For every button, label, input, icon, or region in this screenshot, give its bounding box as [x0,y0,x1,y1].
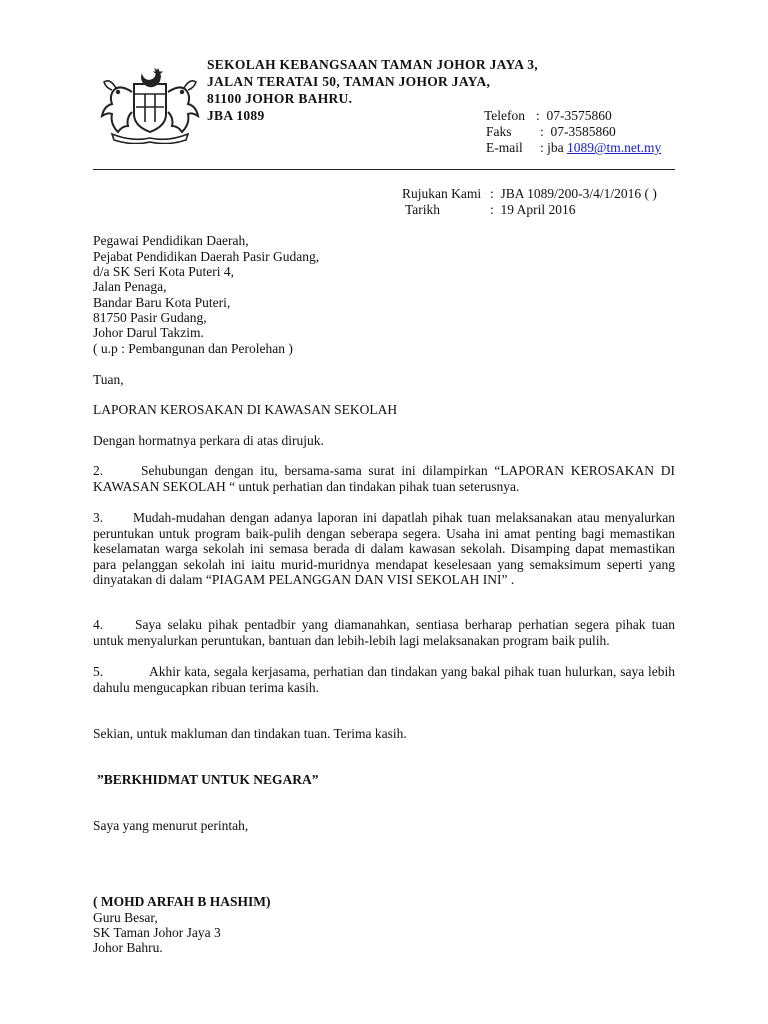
rujukan-label: Rujukan Kami [402,186,482,201]
recipient-attention: ( u.p : Pembangunan dan Perolehan ) [93,341,293,356]
malaysia-coat-of-arms-icon [98,62,202,144]
paragraph-text: Saya selaku pihak pentadbir yang diamanahkan, sentiasa berharap perhatian segera pihak tuan untuk menyalurkan peruntukan, bantuan dan lebih-lebih lagi melaksanakan program baik pulih. [93,617,675,648]
signatory-title: Guru Besar, [93,910,158,925]
signatory-school: SK Taman Johor Jaya 3 [93,925,221,940]
opening-line: Dengan hormatnya perkara di atas dirujuk. [93,433,324,448]
recipient-line: Pegawai Pendidikan Daerah, [93,233,249,248]
closing-line: Sekian, untuk makluman dan tindakan tuan. Terima kasih. [93,726,407,741]
letterhead-divider [93,169,675,170]
school-address-line-1: JALAN TERATAI 50, TAMAN JOHOR JAYA, [207,74,491,89]
email-prefix: jba [547,140,564,155]
salutation: Tuan, [93,372,124,387]
paragraph-text: Mudah-mudahan dengan adanya laporan ini dapatlah pihak tuan melaksanakan atau menyalurkan peruntukan untuk program baik-pulih dengan seberapa segera. Usaha ini amat penting bagi memastikan keselamatan warga sekolah ini semasa berada di dalam kawasan sekolah. Disamping dapat memastikan para pelanggan sekolah ini iaitu murid-muridnya mendapat keselesaan yang semaksimum seperti yang dinyatakan di dalam “PIAGAM PELANGGAN DAN VISI SEKOLAH INI” . [93,510,675,587]
signatory-name: ( MOHD ARFAH B HASHIM) [93,894,271,909]
recipient-line: Bandar Baru Kota Puteri, [93,295,231,310]
recipient-line: d/a SK Seri Kota Puteri 4, [93,264,234,279]
school-name-line-1: SEKOLAH KEBANGSAAN TAMAN JOHOR JAYA 3, [207,57,538,72]
motto: ”BERKHIDMAT UNTUK NEGARA” [97,772,319,787]
paragraph-text: Akhir kata, segala kerjasama, perhatian dan tindakan yang bakal pihak tuan hulurkan, saya lebih dahulu mengucapkan ribuan terima kasih. [93,664,675,695]
email-row: E-mail : jba 1089@tm.net.my [486,140,662,155]
tarikh-row: Tarikh : 19 April 2016 [405,202,576,217]
school-address-line-2: 81100 JOHOR BAHRU. [207,91,353,106]
paragraph-3 [93,510,675,588]
email-link[interactable]: 1089@tm.net.my [567,140,662,155]
sign-off: Saya yang menurut perintah, [93,818,249,833]
paragraph-number: 2. [93,463,104,478]
telefon-row: Telefon : 07-3575860 [484,108,612,123]
paragraph-2 [93,463,675,494]
faks-label: Faks [486,124,512,139]
paragraph-number: 5. [93,664,104,679]
recipient-line: Johor Darul Takzim. [93,325,204,340]
tarikh-value: 19 April 2016 [500,202,576,217]
telefon-label: Telefon [484,108,526,123]
rujukan-row: Rujukan Kami : JBA 1089/200-3/4/1/2016 ( ) [402,186,657,201]
email-label: E-mail [486,140,523,155]
telefon-value: 07-3575860 [546,108,612,123]
faks-value: 07-3585860 [550,124,616,139]
subject-heading: LAPORAN KEROSAKAN DI KAWASAN SEKOLAH [93,402,398,417]
tarikh-label: Tarikh [405,202,441,217]
recipient-line: Jalan Penaga, [93,279,167,294]
school-code: JBA 1089 [207,108,265,123]
recipient-line: 81750 Pasir Gudang, [93,310,207,325]
paragraph-5 [93,664,675,695]
paragraph-number: 4. [93,617,104,632]
paragraph-number: 3. [93,510,104,525]
signatory-city: Johor Bahru. [93,940,163,955]
rujukan-value: JBA 1089/200-3/4/1/2016 ( ) [500,186,657,201]
recipient-line: Pejabat Pendidikan Daerah Pasir Gudang, [93,249,320,264]
paragraph-4 [93,617,675,648]
faks-row: Faks : 07-3585860 [486,124,616,139]
paragraph-text: Sehubungan dengan itu, bersama-sama surat ini dilampirkan “LAPORAN KEROSAKAN DI KAWASAN SEKOLAH “ untuk perhatian dan tindakan pihak tuan seterusnya. [93,463,675,494]
